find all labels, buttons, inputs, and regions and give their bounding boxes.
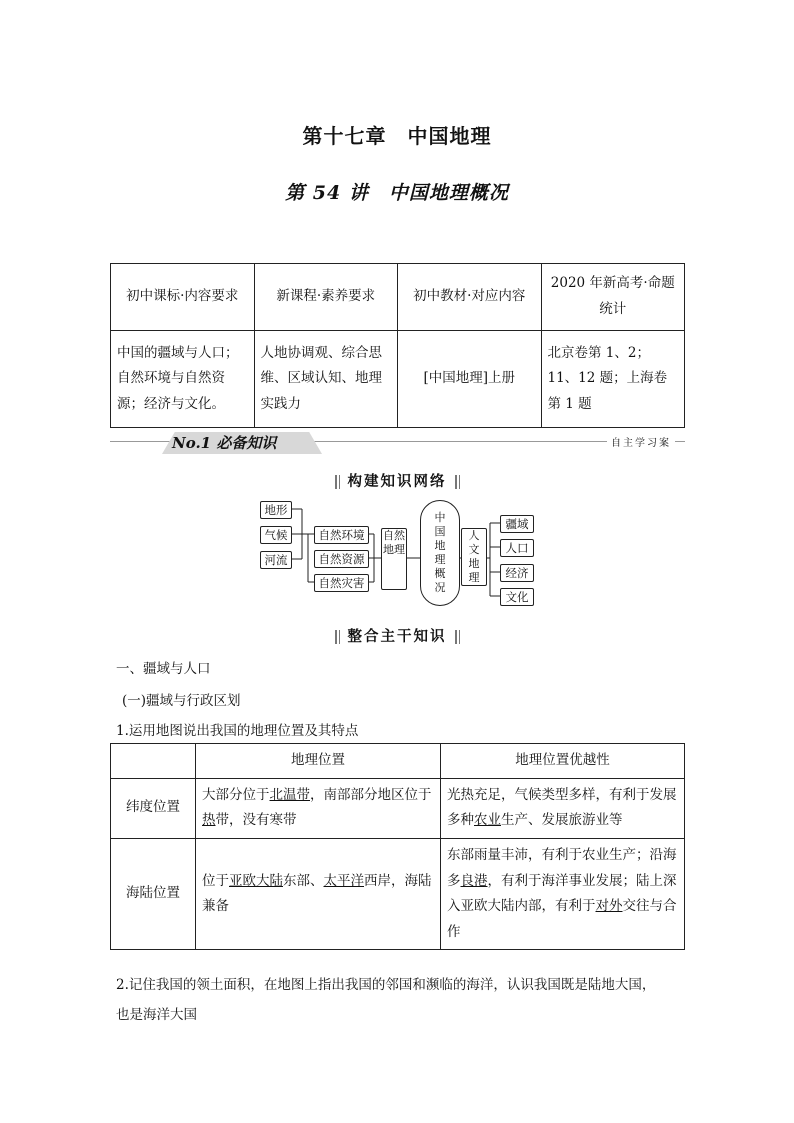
section-banner <box>110 428 685 454</box>
row-label: 海陆位置 <box>111 838 196 950</box>
table-row <box>111 264 685 331</box>
diagram-node-human: 人文地理 <box>461 528 487 586</box>
diagram-node-natural: 自然地理 <box>381 528 407 590</box>
table-row <box>111 838 685 950</box>
diagram-node: 文化 <box>500 588 534 606</box>
banner-right-label: 自主学习案 <box>607 434 675 449</box>
table-cell: 中国的疆域与人口；自然环境与自然资源；经济与文化。 <box>111 331 255 428</box>
table-header: 地理位置 <box>196 744 441 779</box>
table-header: 新课程·素养要求 <box>254 264 398 331</box>
table-cell: 北京卷第 1、2；11、12 题；上海卷第 1 题 <box>541 331 685 428</box>
paragraph-line: 也是海洋大国 <box>116 1007 197 1023</box>
location-table <box>110 743 685 950</box>
bar-icon <box>335 475 340 489</box>
table-cell: 位于亚欧大陆东部、太平洋西岸，海陆兼备 <box>196 838 441 950</box>
table-row <box>111 778 685 838</box>
table-cell: 东部雨量丰沛，有利于农业生产；沿海多良港，有利于海洋事业发展；陆上深入亚欧大陆内部，有利于对外交往与合作 <box>441 838 685 950</box>
diagram-node: 人口 <box>500 539 534 557</box>
diagram-node: 自然灾害 <box>314 574 369 592</box>
diagram-node: 地形 <box>260 501 292 519</box>
diagram-node: 经济 <box>500 564 534 582</box>
diagram-node: 自然环境 <box>314 526 369 544</box>
bar-icon <box>455 475 460 489</box>
curriculum-table <box>110 263 685 428</box>
section-heading-network: 构建知识网络 <box>0 470 794 491</box>
table-cell: 光热充足，气候类型多样，有利于发展多种农业生产、发展旅游业等 <box>441 778 685 838</box>
table-header: 2020 年新高考·命题统计 <box>541 264 685 331</box>
table-cell: 大部分位于北温带，南部部分地区位于热带，没有寒带 <box>196 778 441 838</box>
row-label: 纬度位置 <box>111 778 196 838</box>
table-cell: 人地协调观、综合思维、区域认知、地理实践力 <box>254 331 398 428</box>
diagram-node-center: 中国地理概况 <box>420 500 460 606</box>
diagram-node: 疆域 <box>500 515 534 533</box>
table-header: 初中课标·内容要求 <box>111 264 255 331</box>
table-header: 初中教材·对应内容 <box>398 264 542 331</box>
diagram-node: 河流 <box>260 551 292 569</box>
bar-icon <box>335 630 340 644</box>
lecture-title: 第 54 讲 中国地理概况 <box>285 182 509 204</box>
heading-1: 一、疆域与人口 <box>116 661 211 677</box>
chapter-title: 第十七章 中国地理 <box>302 124 492 148</box>
bar-icon <box>455 630 460 644</box>
table-cell <box>111 744 196 779</box>
heading-2: (一)疆域与行政区划 <box>122 693 241 709</box>
diagram-node: 自然资源 <box>314 550 369 568</box>
heading-3: 1.运用地图说出我国的地理位置及其特点 <box>116 723 359 739</box>
section-heading-knowledge: 整合主干知识 <box>0 625 794 646</box>
knowledge-network-diagram <box>250 498 550 610</box>
table-row <box>111 331 685 428</box>
paragraph-line: 2.记住我国的领土面积，在地图上指出我国的邻国和濒临的海洋，认识我国既是陆地大国， <box>116 977 656 993</box>
table-cell: [中国地理]上册 <box>398 331 542 428</box>
banner-label: No.1 必备知识 <box>172 434 277 452</box>
diagram-node: 气候 <box>260 526 292 544</box>
table-header: 地理位置优越性 <box>441 744 685 779</box>
table-row <box>111 744 685 779</box>
